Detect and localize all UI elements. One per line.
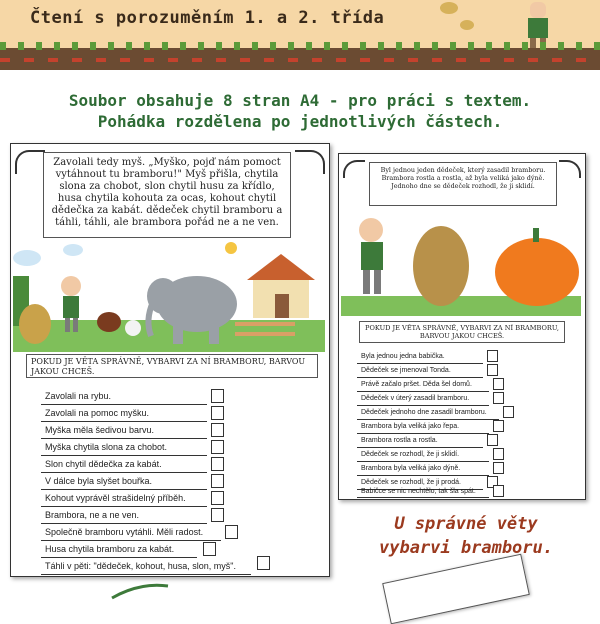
potato-checkbox[interactable] [503,406,514,418]
pumpkin-scene-illustration [341,210,581,316]
answer-line [357,377,483,378]
answer-line [41,404,207,405]
list-item: Babičce se nic nechtělo, tak šla spát. [361,488,476,495]
answer-line [41,472,207,473]
list-item: Kohout vyprávěl strašidelný příběh. [45,493,186,503]
list-item: Dědeček se rozhodl, že ji sklidí. [361,451,460,458]
list-item: Zavolali na pomoc myšku. [45,408,150,418]
worksheet-page-3-preview [382,554,530,624]
callout-text [332,512,600,560]
answer-line [41,421,207,422]
potato-checkbox[interactable] [211,474,224,488]
potato-checkbox[interactable] [493,378,504,390]
headline-line-1: Soubor obsahuje 8 stran A4 - pro práci s textem. [68,91,532,110]
potato-icon [440,2,458,14]
potato-checkbox[interactable] [493,485,504,497]
answer-line [41,455,207,456]
list-item: Myška měla šedivou barvu. [45,425,155,435]
header-banner [0,0,600,70]
banner-title: Čtení s porozuměním 1. a 2. třída [30,8,385,28]
list-item: Brambora byla veliká jako řepa. [361,423,460,430]
corner-flourish-icon [295,150,325,174]
answer-line [357,497,489,498]
potato-checkbox[interactable] [211,440,224,454]
list-item: Společně bramboru vytáhli. Měli radost. [45,527,204,537]
story-text: Zavolali tedy myš. „Myško, pojď nám pomoct vytáhnout tu bramboru!" Myš přišla, chytila slona za chobot, slon chytil husu za křídlo, husa chytila kohouta za ocas, kohout chytil dědečka za kabát. dědeček chytil bramboru a táhli, táhli, ale brambora pořád ne a ne ven. [43,152,291,238]
potato-checkbox[interactable] [257,556,270,570]
answer-line [41,523,207,524]
list-item: Byla jednou jedna babička. [361,353,445,360]
answer-line [357,391,489,392]
potato-checkbox[interactable] [211,406,224,420]
answer-line [357,433,489,434]
potato-checkbox[interactable] [487,350,498,362]
list-item: Brambora byla veliká jako dýně. [361,465,461,472]
answer-line [41,574,251,575]
answer-line [41,438,207,439]
answer-line [357,447,483,448]
potato-checkbox[interactable] [487,364,498,376]
answer-line [357,405,489,406]
elephant-scene-illustration [13,240,325,352]
potato-checkbox[interactable] [203,542,216,556]
instruction-box: POKUD JE VĚTA SPRÁVNĚ, VYBARVI ZA NÍ BRAMBORU, BARVOU JAKOU CHCEŠ. [26,354,318,378]
answer-line [41,540,221,541]
corner-flourish-icon [343,160,365,178]
answer-line [357,461,489,462]
potato-checkbox[interactable] [225,525,238,539]
list-item: Dědeček se rozhodl, že ji prodá. [361,479,461,486]
soil-strip [0,48,600,70]
answer-line [357,419,499,420]
answer-line [357,363,483,364]
list-item: Myška chytila slona za chobot. [45,442,168,452]
potato-checkbox[interactable] [211,491,224,505]
potato-checkbox[interactable] [211,423,224,437]
list-item: Dědeček se jmenoval Tonda. [361,367,451,374]
list-item: Slon chytil dědečka za kabát. [45,459,162,469]
corner-flourish-icon [559,160,581,178]
headline [0,90,600,132]
story-text: Byl jednou jeden dědeček, který zasadil bramboru. Brambora rostla a rostla, až byla veliká jako dýně. Jednoho dne se dědeček rozhodl, že ji sklidí. [369,162,557,206]
list-item: Dědeček jednoho dne zasadil bramboru. [361,409,487,416]
worksheet-page-2 [338,153,586,500]
list-item: Husa chytila bramboru za kabát. [45,544,175,554]
headline-line-2: Pohádka rozdělena po jednotlivých částech. [97,112,503,131]
potato-icon [460,20,474,30]
potato-checkbox[interactable] [493,448,504,460]
potato-checkbox[interactable] [211,508,224,522]
list-item: V dálce byla slyšet bouřka. [45,476,153,486]
instruction-box: POKUD JE VĚTA SPRÁVNĚ, VYBARVI ZA NÍ BRAMBORU, BARVOU JAKOU CHCEŠ. [359,321,565,343]
callout-line-2: vybarvi bramboru. [379,538,553,558]
list-item: Zavolali na rybu. [45,391,112,401]
potato-checkbox[interactable] [493,392,504,404]
callout-line-1: U správné věty [394,514,538,534]
answer-line [41,557,197,558]
worksheet-page-1 [10,143,330,577]
answer-line [41,489,207,490]
list-item: Brambora, ne a ne ven. [45,510,140,520]
list-item: Dědeček v úterý zasadil bramboru. [361,395,470,402]
answer-line [41,506,207,507]
list-item: Právě začalo pršet. Děda šel domů. [361,381,472,388]
corner-flourish-icon [15,150,45,174]
potato-checkbox[interactable] [493,420,504,432]
potato-checkbox[interactable] [487,434,498,446]
list-item: Brambora rostla a rostla. [361,437,438,444]
leaf-decoration-icon [110,580,170,600]
list-item: Táhli v pěti: "dědeček, kohout, husa, slon, myš". [45,561,236,571]
answer-line [357,475,489,476]
potato-checkbox[interactable] [211,457,224,471]
potato-checkbox[interactable] [493,462,504,474]
potato-checkbox[interactable] [211,389,224,403]
